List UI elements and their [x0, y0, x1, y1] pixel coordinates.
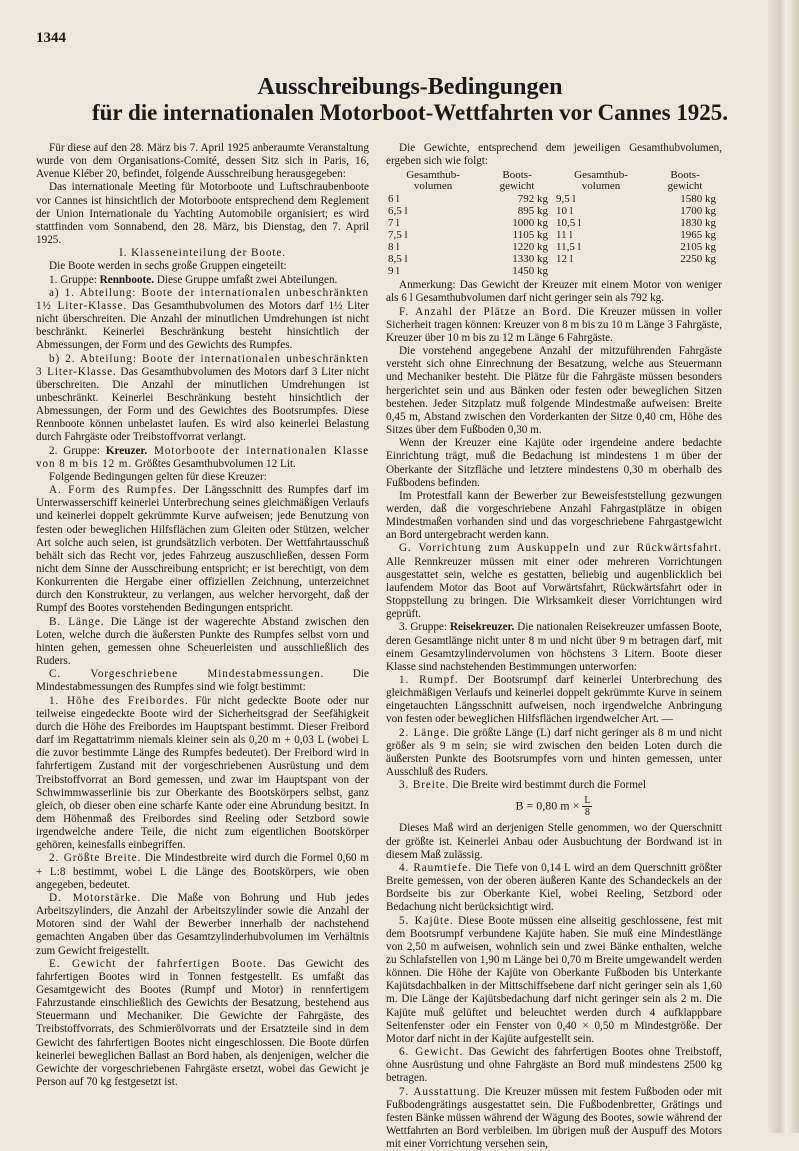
table-cell: 8,5 l — [388, 253, 408, 266]
table-cell: 11 l — [555, 229, 573, 242]
rule-g-paragraph: G. Vorrichtung zum Auskuppeln und zur Rückwärtsfahrt. Alle Rennkreuzer müssen mit einer oder mehreren Vorrichtungen ausgestattet sein, welche es gestatten, beliebig und augenblicklich bei laufendem Motor das Boot auf Vorwärtsfahrt, Rückwärtsfahrt oder in Stoppstellung zu bringen. Die Wirksamkeit dieser Vorrichtungen wird geprüft. — [386, 542, 722, 621]
table-cell: 2105 kg — [680, 241, 716, 254]
table-cell: 1450 kg — [512, 265, 548, 278]
paragraph: Im Protestfall kann der Bewerber zur Beweisfeststellung gezwungen werden, daß die vorgeschriebene Anzahl Fahrgastplätze in obigen Mindestmaßen vorhanden sind und das vorgeschriebene Fahrgastgewicht an Bord untergebracht werden kann. — [386, 489, 722, 542]
division-a-paragraph: a) 1. Abteilung: Boote der internationalen unbeschränkten 1½ Liter-Klasse. Das Gesamthubvolumen des Motors darf 1½ Liter nicht überschreiten. Die Anzahl der minutlichen Umdrehungen ist nicht beschränkt. Keinerlei Beschränkung besteht hinsichtlich der Abmessungen, der Form und des Gewichts des Rumpfes. — [36, 286, 370, 352]
title-line-1: Ausschreibungs-Bedingungen — [257, 74, 563, 100]
rule-d-paragraph: D. Motorstärke. Die Maße von Bohrung und Hub jedes Arbeitszylinders, die Anzahl der Arbeitszylinder sowie die Anzahl der Motoren sind der Wahl der Bewerber innerhalb der nachstehend gemachten Angaben über das Gesamtzylinderhubvolumen im Verhältnis zum Gewicht freigestellt. — [36, 891, 369, 957]
division-b-paragraph: b) 2. Abteilung: Boote der internationalen unbeschränkten 3 Liter-Klasse. Das Gesamthubvolumen des Motors darf 3 Liter nicht überschreiten. Die Anzahl der minutlichen Umdrehungen ist unbeschränkt. Keinerlei Beschränkung besteht hinsichtlich der Abmessungen, der Form und des Gewichtes des Bootsrumpfes. Diese Rennboote können unbelastet laufen. Es wird also keinerlei Belastung durch Fahrgäste oder Treibstoffvorrat verlangt. — [36, 352, 369, 444]
paragraph: Folgende Bedingungen gelten für diese Kreuzer: — [49, 470, 267, 483]
table-row — [386, 205, 722, 217]
table-cell — [648, 265, 722, 277]
table-cell: 1580 kg — [680, 193, 716, 206]
width-formula: B = 0,80 m × $\frac{L}{8}$ — [515, 795, 591, 819]
paragraph: Die Gewichte, entsprechend dem jeweiligen Gesamthubvolumen, ergeben sich wie folgt: — [386, 142, 722, 168]
weight-table-header — [386, 169, 722, 193]
table-cell: 2250 kg — [680, 253, 716, 266]
group-3-paragraph: 3. Gruppe: Reisekreuzer. Die nationalen Reisekreuzer umfassen Boote, deren Gesamtlänge nicht unter 8 m und nicht über 9 m betragen darf, mit einem Gesamtzylindervolumen von höchstens 3 Litern. Boote dieser Klasse sind nachstehenden Bestimmungen unterworfen: — [386, 621, 722, 673]
rule-3-paragraph: 3. Breite. Die Breite wird bestimmt durch die Formel — [399, 779, 646, 792]
table-cell: 7 l — [388, 217, 400, 230]
table-row — [386, 229, 722, 241]
rule-a-paragraph: A. Form des Rumpfes. Der Längsschnitt des Rumpfes darf im Unterwasserschiff keinerlei Unterbrechung seines gleichmäßigen Verlaufs und keinerlei doppelt gekrümmte Kurve aufweisen; jede Benutzung von festen oder beweglichen Hilfsflächen zum Gleiten oder Stützen, welcher Art solche auch seien, ist grundsätzlich verboten. Der Wettfahrtausschuß behält sich das Recht vor, jedes Fahrzeug auszuschließen, dessen Form nicht dem Sinne der Ausschreibung entspricht; er ist berechtigt, von dem Konkurrenten die Hergabe einer offiziellen Zeichnung, unterzeichnet durch den Konstrukteur, zu verlangen, aus welcher hervorgeht, daß der Rumpf des Bootes vorstehenden Bedingungen entspricht. — [36, 484, 369, 615]
table-cell: 10,5 l — [555, 217, 582, 230]
rule-f-paragraph: F. Anzahl der Plätze an Bord. Die Kreuzer müssen in voller Sicherheit tragen können: Kreuzer von 8 m bis zu 10 m Länge 3 Fahrgäste, Kreuzer über 10 m bis zu 12 m Länge 6 Fahrgäste. — [386, 305, 722, 344]
paragraph: Dieses Maß wird an derjenigen Stelle genommen, wo der Querschnitt der größte ist. Keinerlei Anbau oder Ausbuchtung der Bordwand ist in diesem Maß zulässig. — [386, 822, 722, 861]
section-heading: I. Klasseneinteilung der Boote. — [119, 247, 286, 260]
rule-2-paragraph: 2. Länge. Die größte Länge (L) darf nicht geringer als 8 m und nicht größer als 9 m sein; sie wird zwischen den beiden Loten durch die äußersten Punkte des Bootsrumpfes vorn und hinten gemessen, unter Ausschluß des Ruders. — [386, 726, 722, 779]
table-header-cell: Gesamthub- volumen — [406, 169, 460, 193]
table-cell: 6 l — [388, 193, 400, 206]
right-column — [386, 142, 722, 1151]
rule-6-paragraph: 6. Gewicht. Das Gewicht des fahrfertigen Bootes ohne Treibstoff, ohne Ausrüstung und ohne Fahrgäste an Bord muß mindestens 2500 kg betragen. — [386, 1046, 722, 1085]
rule-7-paragraph: 7. Ausstattung. Die Kreuzer müssen mit festem Fußboden oder mit Fußbodengrätings ausgestattet sein. Die Fußbodenbretter, Grätings und festen Bänke müssen während der Wägung des Bootes, sowie während der Wettfahrten an Bord verbleiben. Im übrigen muß der Auspuff des Motors mit einer Vorrichtung versehen sein, — [386, 1085, 722, 1151]
table-cell: 12 l — [555, 253, 573, 266]
table-header-cell: Boots- gewicht — [667, 169, 703, 193]
table-row — [386, 217, 722, 229]
table-cell: 11,5 l — [555, 241, 581, 254]
table-row — [386, 265, 722, 277]
intro-paragraph-2: Das internationale Meeting für Motorboote und Luftschraubenboote vor Cannes ist hinsichtlich der Motorboote entsprechend dem Reglement der Union Internationale du Yachting Automobile organisiert; es wird stattfinden vom Sonnabend, den 28. März, bis Dienstag, den 7. April 1925. — [36, 181, 369, 247]
note-paragraph: Anmerkung: Das Gewicht der Kreuzer mit einem Motor von weniger als 6 l Gesamthubvolumen darf nicht geringer sein als 792 kg. — [386, 279, 722, 305]
table-cell: 1105 kg — [512, 229, 548, 242]
table-cell: 9 l — [388, 265, 400, 278]
table-cell — [554, 265, 648, 277]
left-column — [36, 142, 369, 1089]
table-cell: 1330 kg — [512, 253, 548, 266]
table-cell: 9,5 l — [555, 193, 576, 206]
weight-table-body — [386, 193, 722, 277]
weight-table — [386, 169, 722, 277]
title-line-2: für die internationalen Motorboot-Wettfahrten vor Cannes 1925. — [91, 100, 729, 125]
group-1-paragraph: 1. Gruppe: Rennboote. Diese Gruppe umfaßt zwei Abteilungen. — [49, 273, 338, 286]
table-cell: 6,5 l — [388, 205, 408, 218]
paragraph: Die vorstehend angegebene Anzahl der mitzuführenden Fahrgäste versteht sich ohne Einrechnung der Besatzung, welche aus Steuermann und Mechaniker besteht. Die Plätze für die Fahrgäste müssen besonders hergerichtet sein und aus Bänken oder festen oder beweglichen Sitzen bestehen. Jeder Sitzplatz muß folgende Mindestmaße aufweisen: Breite 0,45 m, Abstand zwischen den Vorderkanten der Sitze 0,40 cm, Höhe des Sitzes über dem Fußboden 0,30 m. — [386, 345, 722, 437]
rule-c1-paragraph: 1. Höhe des Freibordes. Für nicht gedeckte Boote oder nur teilweise eingedeckte Boote wird der Sicherheitsgrad der Seefähigkeit durch die Höhe des Freibordes im Hauptspant bestimmt. Dieser Freibord darf im Regattatrimm niemals kleiner sein als 0,20 m + 0,03 L (wobei L die zuvor bestimmte Länge des Rumpfes bedeutet). Der Freibord wird in fahrfertigem Zustand mit der vorgeschriebenen Ausrüstung und dem Treibstoffvorrat an Bord gemessen, und zwar im Hauptspant von der Schwimmwasserlinie bis zur Oberkante des Bootskörpers selbst, ganz gleich, ob dieser oben eine scharfe Kante oder eine Abrundung besitzt. In dem Höhenmaß des Freibordes sind Reeling oder Setzbord sowie irgendwelche andere Teile, die nicht zum eigentlichen Bootskörper gehören, keinesfalls einbegriffen. — [36, 694, 369, 852]
page-number: 1344 — [36, 30, 66, 46]
table-row — [386, 193, 722, 205]
rule-e-paragraph: E. Gewicht der fahrfertigen Boote. Das Gewicht des fahrfertigen Bootes wird in Tonnen festgestellt. Es umfaßt das Gesamtgewicht des Bootes (Rumpf und Motor) in rennfertigem Fahrzustande einschließlich des Gewichts der Besatzung, bestehend aus Steuermann und Mechaniker. Die Gewichte der Fahrgäste, des Treibstoffvorrats, des Schmierölvorrats und der Ersatzteile sind in dem Gewicht des fahrfertigen Bootes nicht eingeschlossen. Die Boote dürfen keinerlei beweglichen Ballast an Bord haben, als denjenigen, welcher die Gewichte der vorgeschriebenen Fahrgäste ersetzt, wobei das Gewicht je Person auf 70 kg festgesetzt ist. — [36, 957, 369, 1089]
rule-c2-paragraph: 2. Größte Breite. Die Mindestbreite wird durch die Formel 0,60 m + L:8 bestimmt, wobei L die Länge des Bootskörpers, wie oben angegeben, bedeutet. — [36, 852, 369, 891]
group-2-paragraph: 2. Gruppe: Kreuzer. Motorboote der internationalen Klasse von 8 m bis 12 m. Größtes Gesamthubvolumen 12 Lit. — [36, 444, 369, 470]
table-cell: 1830 kg — [680, 217, 716, 230]
rule-4-paragraph: 4. Raumtiefe. Die Tiefe von 0,14 L wird an dem Querschnitt größter Breite gemessen, von der oberen äußeren Kante des Schandeckels an der Bordseite bis zur Oberkante Kiel, wobei Reeling, Setzbord oder Bedachung nicht berücksichtigt wird. — [386, 861, 722, 914]
table-cell: 1700 kg — [680, 205, 716, 218]
table-cell: 1965 kg — [680, 229, 716, 242]
table-cell: 1000 kg — [512, 217, 548, 230]
paragraph: Die Boote werden in sechs große Gruppen eingeteilt: — [49, 260, 287, 273]
table-cell: 792 kg — [517, 193, 548, 206]
table-cell: 7,5 l — [388, 229, 408, 242]
table-cell: 895 kg — [517, 205, 548, 218]
table-cell: 8 l — [388, 241, 400, 254]
formula-fraction: $\frac{L}{8}$ — [584, 795, 591, 819]
rule-5-paragraph: 5. Kajüte. Diese Boote müssen eine allseitig geschlossene, fest mit dem Bootsrumpf verbundene Kajüte haben. Sie muß eine Mindestlänge von 2,50 m aufweisen, wohnlich sein und zwei Bänke enthalten, welche zu Schlafstellen von 1,90 m Länge bei 0,70 m Breite umgewandelt werden können. Die Höhe der Kajüte von Oberkante Fußboden bis Unterkante Kajütsdachbalken in der Mittschiffsebene darf nicht geringer sein als 1,60 m. Die Länge der Kajütsbedachung darf nicht geringer sein als 2 m. Die Kajüte muß gelüftet und beleuchtet werden durch 4 aufklappbare Seitenfenster oder ein Fenster von 0,40 × 0,50 m Mindestgröße. Der Motor darf nicht in der Kajüte aufgestellt sein. — [386, 914, 722, 1045]
rule-b-paragraph: B. Länge. Die Länge ist der wagerechte Abstand zwischen den Loten, welche durch die äußersten Punkte des Rumpfes selbst vorn und hinten gehen, gemessen ohne Scheuerleisten und ausschließlich des Ruders. — [36, 615, 370, 668]
table-cell: 10 l — [555, 205, 573, 218]
table-header-cell: Gesamthub- volumen — [574, 169, 628, 193]
paragraph: Wenn der Kreuzer eine Kajüte oder irgendeine andere bedachte Einrichtung trägt, muß die Bedachung ist mindestens 1 m über der Oberkante der Sitzfläche und letztere mindestens 0,30 m oberhalb des Fußbodens befinden. — [386, 437, 722, 489]
table-row — [386, 253, 722, 265]
page-edge — [767, 0, 799, 1133]
rule-1-paragraph: 1. Rumpf. Der Bootsrumpf darf keinerlei Unterbrechung des gleichmäßigen Verlaufs und keinerlei doppelt gekrümmte Kurve in seinem eingetauchten Längsschnitt aufweisen, noch irgendwelche Anbringung von festen oder beweglichen Hilfsflächen irgendwelcher Art. — — [386, 674, 722, 726]
intro-paragraph: Für diese auf den 28. März bis 7. April 1925 anberaumte Veranstaltung wurde von dem Organisations-Comité, dessen Sitz sich in Paris, 16, Avenue Kléber 20, befindet, folgende Ausschreibung herausgegeben: — [36, 142, 369, 181]
table-cell: 1220 kg — [512, 241, 548, 254]
table-header-cell: Boots- gewicht — [499, 169, 535, 193]
table-row — [386, 241, 722, 253]
rule-c-paragraph: C. Vorgeschriebene Mindestabmessungen. Die Mindestabmessungen des Rumpfes sind wie folgt bestimmt: — [36, 668, 369, 694]
